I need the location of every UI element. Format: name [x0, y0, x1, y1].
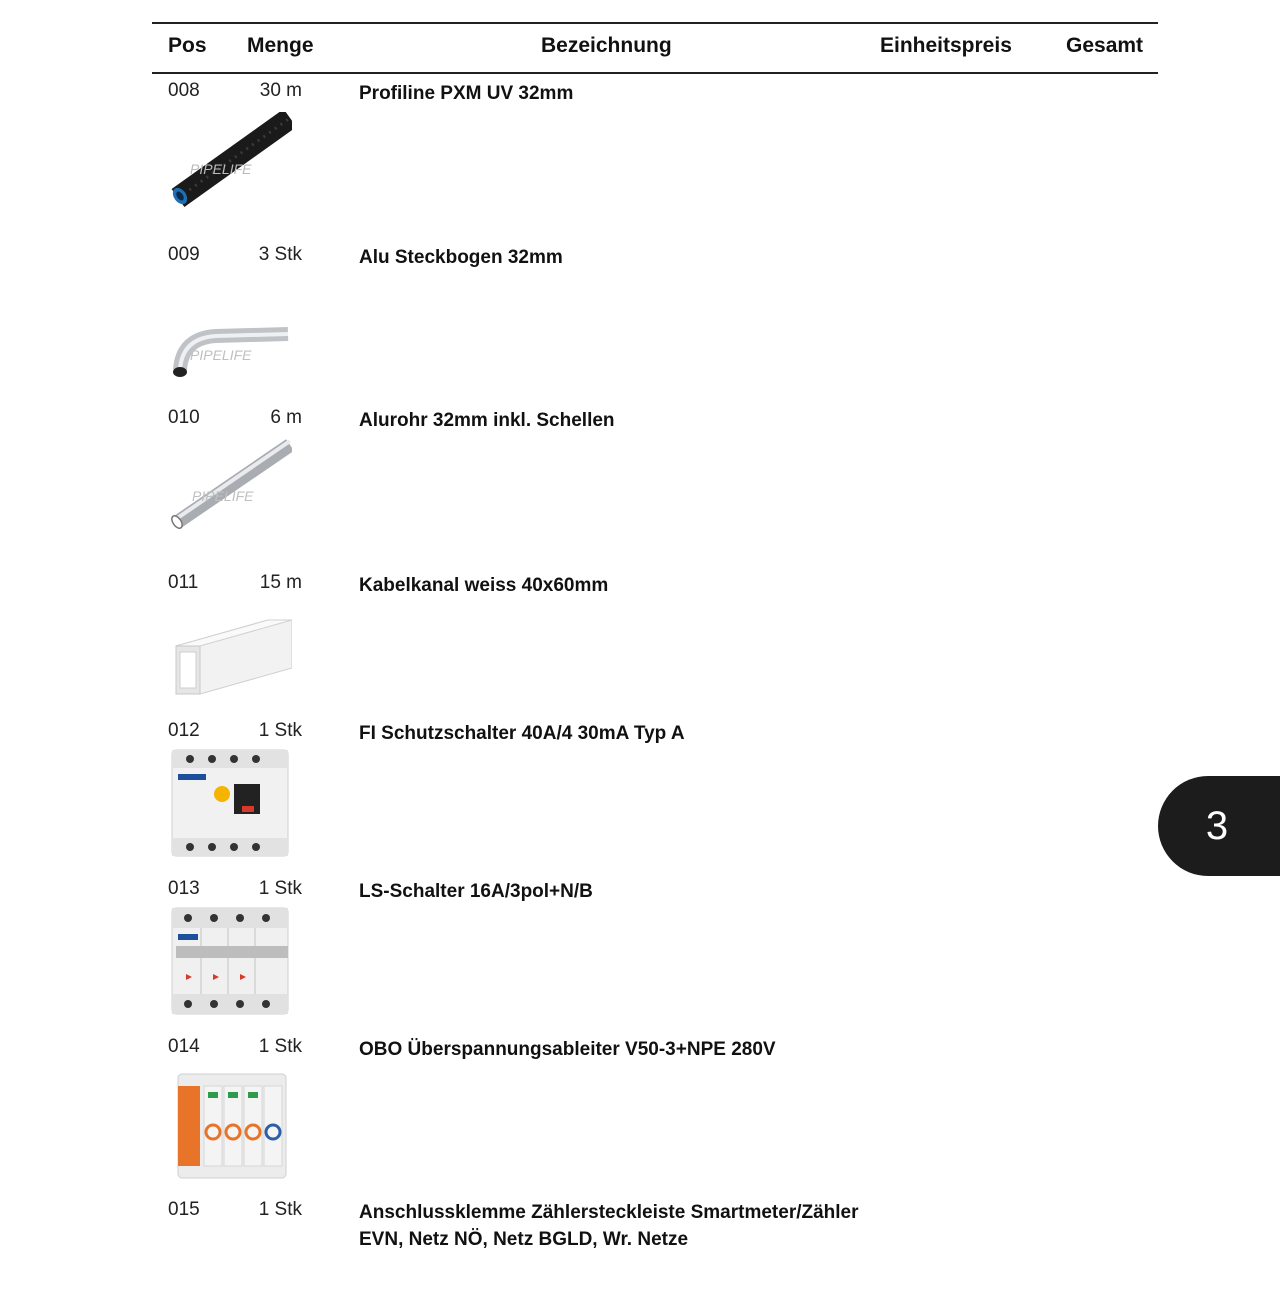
row-qty: 6 m: [270, 407, 302, 428]
page-number-badge[interactable]: [1158, 776, 1280, 876]
row-qty: 30 m: [259, 80, 302, 101]
row-pos: 015: [168, 1199, 200, 1220]
row-desc: Profiline PXM UV 32mm: [359, 83, 574, 104]
header-pos: Pos: [168, 34, 207, 57]
row-pos: 014: [168, 1036, 200, 1057]
header-gesamt: Gesamt: [1066, 34, 1144, 57]
row-desc: OBO Überspannungsableiter V50-3+NPE 280V: [359, 1039, 776, 1060]
row-pos: 011: [168, 572, 199, 593]
svg-text:PIPELIFE: PIPELIFE: [190, 161, 252, 177]
row-desc: Kabelkanal weiss 40x60mm: [359, 575, 609, 596]
row-pos: 013: [168, 878, 200, 899]
row-pos: 012: [168, 720, 200, 741]
quote-table: [152, 22, 1158, 1250]
header-einheitspreis: Einheitspreis: [880, 34, 1012, 57]
svg-text:PIPELIFE: PIPELIFE: [190, 347, 252, 363]
row-desc: LS-Schalter 16A/3pol+N/B: [359, 881, 593, 902]
page-number: 3: [1205, 803, 1229, 848]
aluminium-pipe-image: [168, 439, 292, 533]
table-header: [152, 22, 1158, 74]
cable-duct-image: [168, 598, 292, 696]
row-pos: 010: [168, 407, 200, 428]
row-desc-line2: EVN, Netz NÖ, Netz BGLD, Wr. Netze: [359, 1229, 689, 1250]
surge-arrester-image: [168, 1070, 292, 1182]
row-pos: 008: [168, 80, 200, 101]
row-qty: 1 Stk: [258, 878, 302, 899]
rcd-breaker-image: [168, 748, 292, 860]
circuit-breaker-image: [168, 906, 292, 1018]
row-pos: 009: [168, 244, 200, 265]
row-desc-line1: Anschlussklemme Zählersteckleiste Smartmeter/Zähler: [359, 1202, 859, 1223]
svg-text:PIPELIFE: PIPELIFE: [192, 488, 254, 504]
row-qty: 3 Stk: [258, 244, 302, 265]
row-desc: Alu Steckbogen 32mm: [359, 247, 563, 268]
row-qty: 1 Stk: [258, 1036, 302, 1057]
black-conduit-pipe-image: [168, 112, 292, 208]
header-bezeichnung: Bezeichnung: [541, 34, 672, 57]
row-desc: FI Schutzschalter 40A/4 30mA Typ A: [359, 723, 685, 744]
row-qty: 15 m: [259, 572, 302, 593]
row-desc: Alurohr 32mm inkl. Schellen: [359, 410, 615, 431]
row-qty: 1 Stk: [258, 720, 302, 741]
row-desc: [359, 1199, 859, 1253]
header-menge: Menge: [247, 34, 314, 57]
aluminium-bend-image: [168, 314, 292, 384]
row-qty: 1 Stk: [258, 1199, 302, 1220]
